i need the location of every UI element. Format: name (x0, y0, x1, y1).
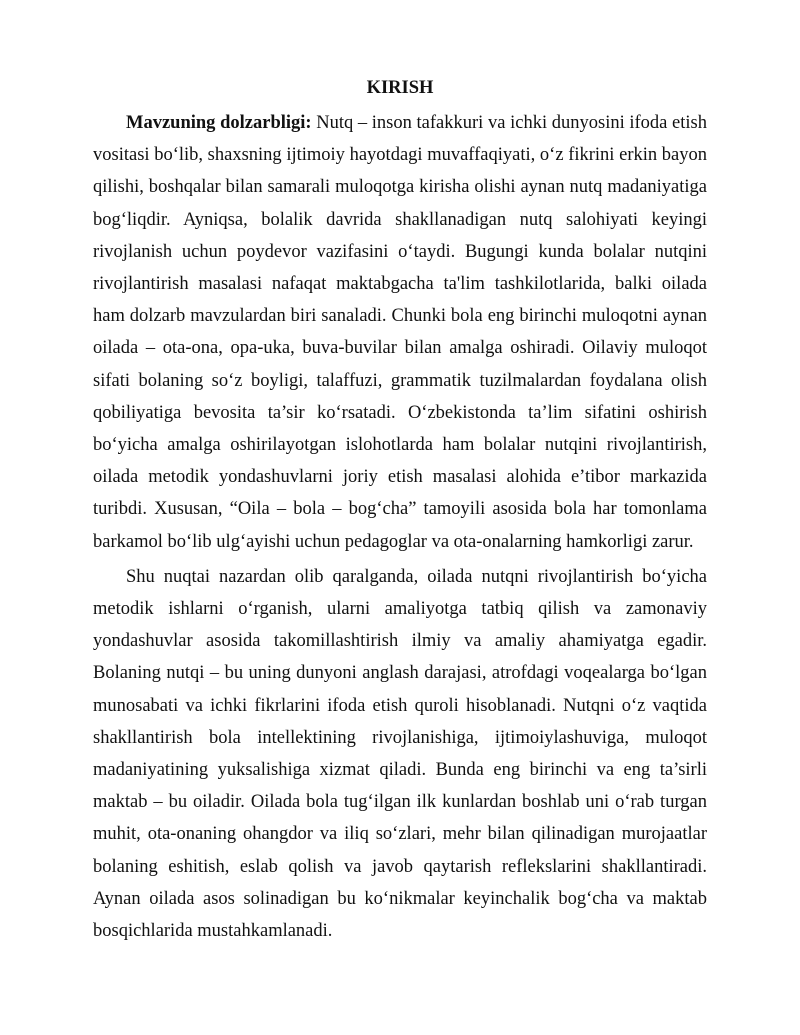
paragraph-body (93, 561, 707, 947)
paragraph-text: Shu nuqtai nazardan olib qaralganda, oilada nutqni rivojlantirish bo‘yicha metodik ishlarni o‘rganish, ularni amaliyotga tatbiq qilish va zamonaviy yondashuvlar asosida takomillashtirish ilmiy va amaliy ahamiyatga egadir. Bolaning nutqi – bu uning dunyoni anglash darajasi, atrofdagi voqealarga bo‘lgan munosabati va ichki fikrlarini ifoda etish quroli hisoblanadi. Nutqni o‘z vaqtida shakllantirish bola intellektining rivojlanishiga, ijtimoiylashuviga, muloqot madaniyatining yuksalishiga xizmat qiladi. Bunda eng birinchi va eng ta’sirli maktab – bu oiladir. Oilada bola tug‘ilgan ilk kunlardan boshlab uni o‘rab turgan muhit, ota-onaning ohangdor va iliq so‘zlari, mehr bilan qilinadigan murojaatlar bolaning eshitish, eslab qolish va javob qaytarish reflekslarini shakllantiradi. Aynan oilada asos solinadigan bu ko‘nikmalar keyinchalik bog‘cha va maktab bosqichlarida mustahkamlanadi. (93, 566, 707, 942)
paragraph-text: Nutq – inson tafakkuri va ichki dunyosini ifoda etish vositasi bo‘lib, shaxsning ijtimoiy hayotdagi muvaffaqiyati, o‘z fikrini erkin bayon qilishi, boshqalar bilan samarali muloqotga kirisha olishi aynan nutq madaniyatiga bog‘liqdir. Ayniqsa, bolalik davrida shakllanadigan nutq salohiyati keyingi rivojlanish uchun poydevor vazifasini o‘taydi. Bugungi kunda bolalar nutqini rivojlantirish masalasi nafaqat maktabgacha ta'lim tashkilotlarida, balki oilada ham dolzarb mavzulardan biri sanaladi. Chunki bola eng birinchi muloqotni aynan oilada – ota-ona, opa-uka, buva-buvilar bilan amalga oshiradi. Oilaviy muloqot sifati bolaning so‘z boyligi, talaffuzi, grammatik tuzilmalardan foydalana olish qobiliyatiga bevosita ta’sir ko‘rsatadi. O‘zbekistonda ta’lim sifatini oshirish bo‘yicha amalga oshirilayotgan islohotlarda ham bolalar nutqini rivojlantirish, oilada metodik yondashuvlarni joriy etish masalasi alohida e’tibor markazida turibdi. Xususan, “Oila – bola – bog‘cha” tamoyili asosida bola har tomonlama barkamol bo‘lib ulg‘ayishi uchun pedagoglar va ota-onalarning hamkorligi zarur. (93, 113, 707, 552)
paragraph-relevance (93, 107, 707, 558)
paragraph-lead: Mavzuning dolzarbligi: (126, 113, 312, 133)
page-title: KIRISH (366, 78, 434, 98)
